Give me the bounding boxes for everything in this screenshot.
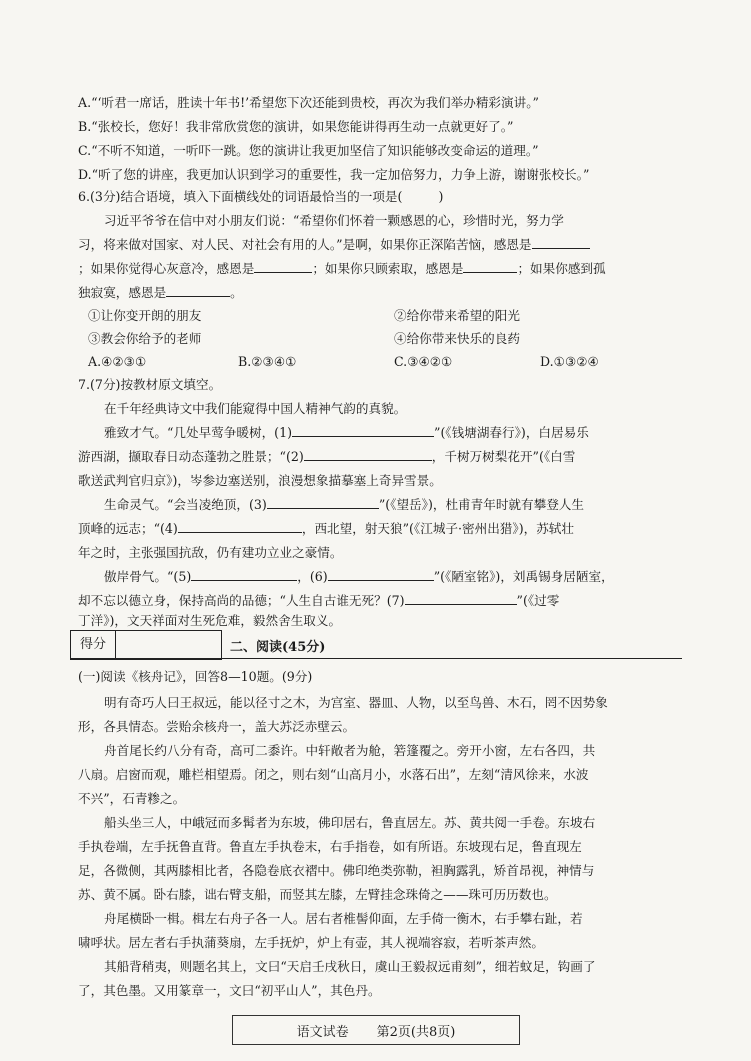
reading-line: 手执卷端，左手抚鲁直背。鲁直左手执卷末，右手指卷，如有所语。东坡现右足，鲁直现左 (78, 839, 582, 854)
q6-choice-2: ②给你带来希望的阳光 (394, 308, 520, 323)
q6-answer-c: C.③④②① (394, 354, 453, 369)
footer-page-number: 第2页(共8页) (376, 1024, 456, 1040)
q6-passage-line: 习，将来做对国家、对人民、对社会有用的人。”是啊，如果你正深陷苦恼，感恩是 (78, 236, 678, 253)
q6-choice-1: ①让你变开朗的朋友 (88, 308, 202, 323)
q7-line: 雅致才气。“几处早莺争暖树，(1) ”(《钱塘湖春行》)，白居易乐 (104, 425, 589, 440)
answer-blank (405, 592, 517, 605)
reading-line: 舟尾横卧一楫。楫左右舟子各一人。居右者椎髻仰面，左手倚一衡木，右手攀右趾，若 (104, 911, 583, 926)
answer-blank (178, 520, 302, 533)
q7-line: 游西湖，撷取春日动态蓬勃之胜景；“(2) ，千树万树梨花开”(《白雪 (78, 449, 576, 464)
reading-line: 苏、黄不属。卧右膝，诎右臂支船，而竖其左膝，左臂挂念珠倚之——珠可历历数也。 (78, 887, 557, 902)
q5-option-d: D.“听了您的讲座，我更加认识到学习的重要性，我一定加倍努力，力争上游，谢谢张校长。” (78, 167, 590, 182)
reading-line: 啸呼状。居左者右手执蒲葵扇，左手抚炉，炉上有壶，其人视端容寂，若听茶声然。 (78, 935, 544, 950)
reading-line: 不兴”，石青糁之。 (78, 791, 186, 806)
reading-line: 形，各具情态。尝贻余核舟一，盖大苏泛赤壁云。 (78, 719, 356, 734)
q6-passage-line: ；如果你觉得心灰意冷，感恩是 ；如果你只顾索取，感恩是 ；如果你感到孤 (78, 261, 606, 276)
q7-line: 顶峰的远志；“(4) ，西北望，射天狼”(《江城子·密州出猎》)，苏轼壮 (78, 521, 574, 536)
reading-line: 船头坐三人，中峨冠而多髯者为东坡，佛印居右，鲁直居左。苏、黄共阅一手卷。东坡右 (104, 815, 596, 830)
q6-choice-3: ③教会你给予的老师 (88, 331, 202, 346)
answer-blank (191, 568, 297, 581)
q6-answer-b: B.②③④① (238, 354, 297, 369)
q7-stem: 7.(7分)按教材原文填空。 (78, 377, 222, 392)
section-title: 二、阅读(45分) (230, 640, 326, 655)
q7-intro: 在千年经典诗文中我们能窥得中国人精神气韵的真貌。 (104, 401, 407, 416)
footer-subject: 语文试卷 (296, 1024, 349, 1040)
answer-blank (463, 260, 517, 273)
q7-line: 歌送武判官归京》)，岑参边塞送别，浪漫想象描摹塞上奇异雪景。 (78, 473, 442, 488)
answer-blank (328, 568, 434, 581)
reading-line: 足，各微侧，其两膝相比者，各隐卷底衣褶中。佛印绝类弥勒，袒胸露乳，矫首昂视，神情与 (78, 863, 595, 878)
score-label: 得分 (71, 631, 116, 659)
answer-blank (292, 424, 434, 437)
answer-blank (166, 284, 230, 297)
answer-blank (267, 496, 379, 509)
score-box (70, 630, 222, 660)
answer-blank (304, 448, 432, 461)
q7-line: 生命灵气。“会当凌绝顶，(3) ”(《望岳》)，杜甫青年时就有攀登人生 (104, 497, 584, 512)
q6-choice-4: ④给你带来快乐的良药 (394, 331, 520, 346)
q6-passage-line: 独寂寞，感恩是 。 (78, 285, 243, 300)
reading-line: 了，其色墨。又用篆章一，文曰“初平山人”，其色丹。 (78, 983, 381, 998)
answer-blank (532, 236, 590, 249)
reading-line: 舟首尾长约八分有奇，高可二黍许。中轩敞者为舱，箬篷覆之。旁开小窗，左右各四，共 (104, 743, 596, 758)
reading-line: 其船背稍夷，则题名其上，文曰“天启壬戌秋日，虞山王毅叔远甫刻”，细若蚊足，钩画了 (104, 959, 596, 974)
reading-heading: (一)阅读《核舟记》，回答8—10题。(9分) (78, 669, 313, 684)
q6-answer-d: D.①③②④ (540, 354, 599, 369)
q7-line: 年之时，主张强国抗敌，仍有建功立业之豪情。 (78, 545, 343, 560)
page-footer (232, 1015, 520, 1045)
q7-line: 傲岸骨气。“(5) ，(6) ”(《陋室铭》)，刘禹锡身居陋室， (104, 569, 614, 584)
q6-stem: 6.(3分)结合语境，填入下面横线处的词语最恰当的一项是( ) (78, 189, 444, 204)
q5-option-c: C.“不听不知道，一听吓一跳。您的演讲让我更加坚信了知识能够改变命运的道理。” (78, 143, 539, 158)
answer-blank (254, 260, 312, 273)
q6-answer-a: A.④②③① (88, 354, 147, 369)
q7-line: 丁洋》)，文天祥面对生死危难，毅然舍生取义。 (78, 613, 342, 628)
reading-line: 八扇。启窗而观，雕栏相望焉。闭之，则右刻“山高月小，水落石出”，左刻“清风徐来，水波 (78, 767, 589, 782)
section-divider (70, 658, 682, 659)
q7-line: 却不忘以德立身，保持高尚的品德；“人生自古谁无死？(7) ”(《过零 (78, 593, 560, 608)
q6-passage-line: 习近平爷爷在信中对小朋友们说：“希望你们怀着一颗感恩的心，珍惜时光，努力学 (104, 213, 564, 228)
q5-option-a: A.“‘听君一席话，胜读十年书!’希望您下次还能到贵校，再次为我们举办精彩演讲。” (78, 95, 539, 110)
q5-option-b: B.“张校长，您好！我非常欣赏您的演讲，如果您能讲得再生动一点就更好了。” (78, 119, 514, 134)
reading-line: 明有奇巧人曰王叔远，能以径寸之木，为宫室、器皿、人物，以至鸟兽、木石，罔不因势象 (104, 695, 608, 710)
score-cell (116, 631, 221, 659)
